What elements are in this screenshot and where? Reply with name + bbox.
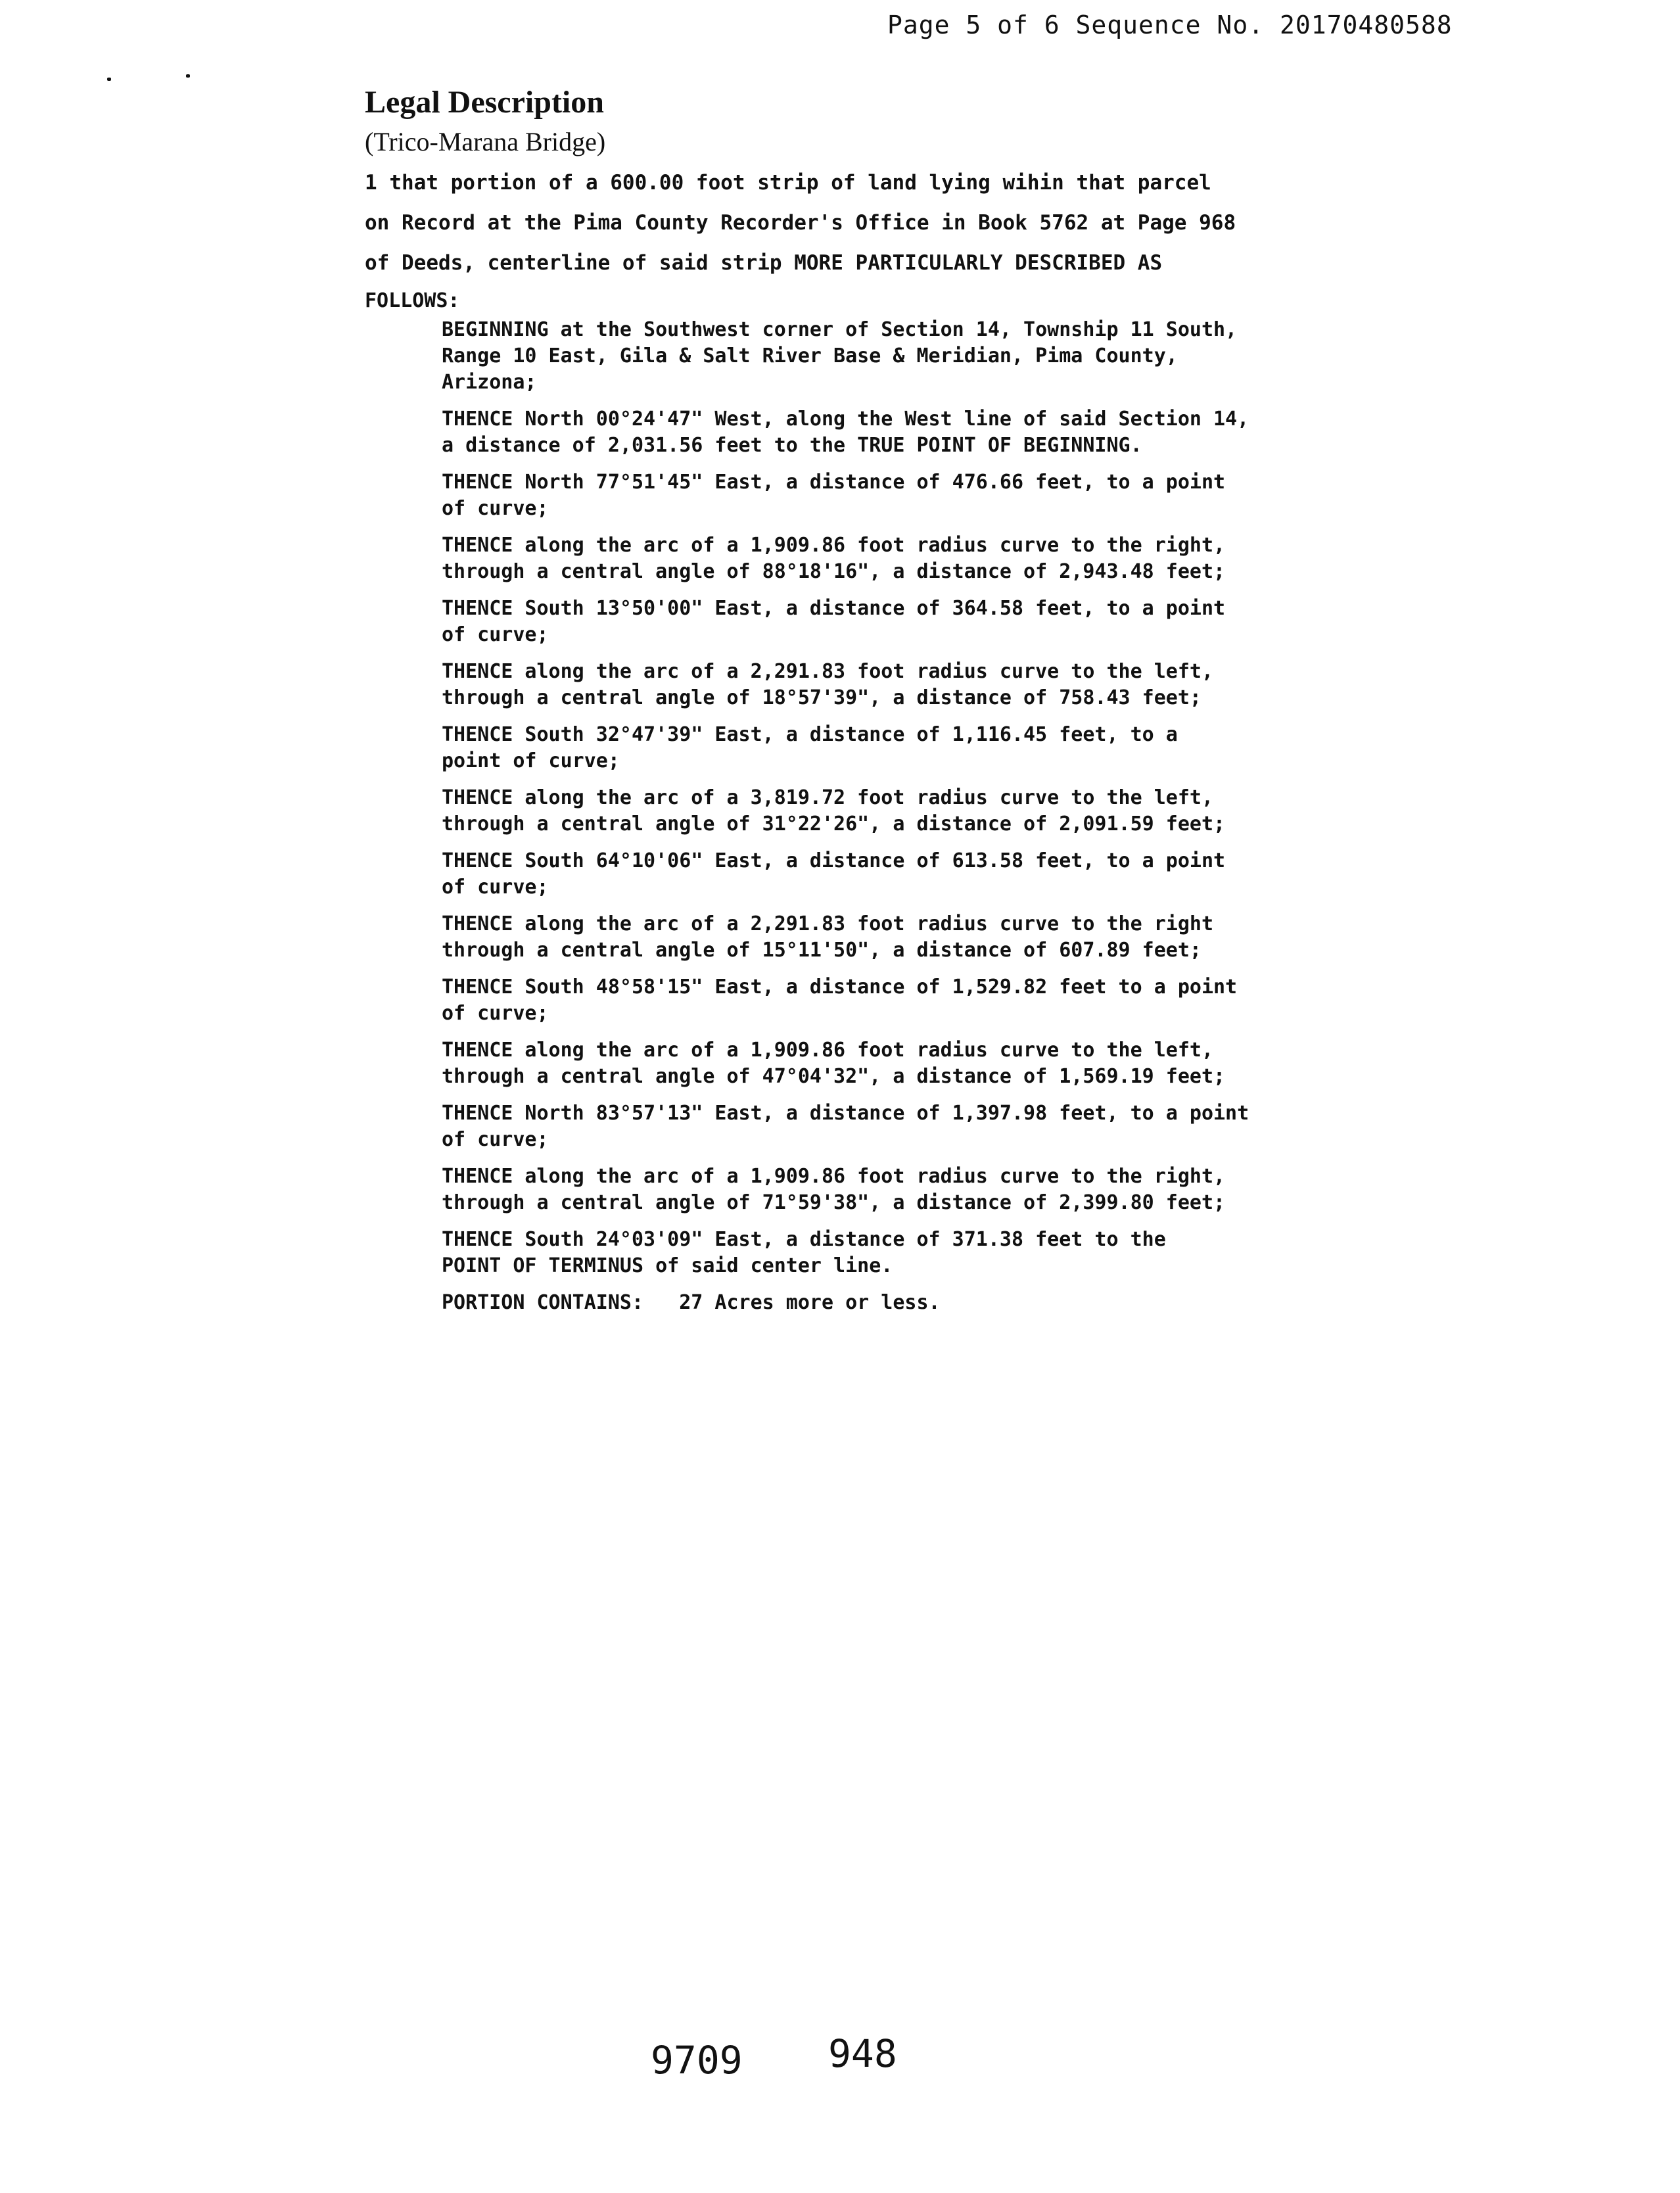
document-title: Legal Description [365,85,604,120]
course-entry: THENCE South 64°10'06" East, a distance of 613.58 feet, to a point of curve; [442,849,1226,899]
portion-contains [442,1290,1316,1316]
intro-paragraph: 1 that portion of a 600.00 foot strip of land lying wihin that parcel on Record at the Pima County Recorder's Office in Book 5762 at Page 968 of Deeds, centerline of said strip MORE PARTICULARLY DESCRIBED AS [365,171,1236,275]
course-entry: THENCE South 13°50'00" East, a distance of 364.58 feet, to a point of curve; [442,597,1226,646]
course-entry: THENCE North 77°51'45" East, a distance of 476.66 feet, to a point of curve; [442,471,1226,520]
course-entry: THENCE along the arc of a 1,909.86 foot radius curve to the left, through a central angle of 47°04'32", a distance of 1,569.19 feet; [442,1039,1226,1088]
course-entry: THENCE South 48°58'15" East, a distance of 1,529.82 feet to a point of curve; [442,976,1238,1025]
course-entry: THENCE along the arc of a 2,291.83 foot radius curve to the left, through a central angle of 18°57'39", a distance of 758.43 feet; [442,660,1213,709]
recording-page-number: 948 [828,2031,897,2076]
follows-label: FOLLOWS: [365,289,460,312]
page-sequence-header: Page 5 of 6 Sequence No. 20170480588 [887,11,1453,39]
scan-speck [186,74,190,78]
course-entry: THENCE along the arc of a 3,819.72 foot radius curve to the left, through a central angle of 31°22'26", a distance of 2,091.59 feet; [442,786,1226,836]
course-entry: THENCE along the arc of a 1,909.86 foot radius curve to the right, through a central angle of 88°18'16", a distance of 2,943.48 feet; [442,534,1226,583]
course-entry: THENCE North 00°24'47" West, along the West line of said Section 14, a distance of 2,031.56 feet to the TRUE POINT OF BEGINNING. [442,408,1249,457]
course-list [442,317,1316,1316]
course-entry: THENCE South 32°47'39" East, a distance of 1,116.45 feet, to a point of curve; [442,723,1178,772]
recording-book-number: 9709 [651,2038,743,2083]
portion-contains-value: 27 Acres more or less. [679,1291,941,1314]
portion-contains-label: PORTION CONTAINS: [442,1291,644,1314]
document-subtitle: (Trico-Marana Bridge) [365,127,606,156]
scan-speck [107,78,111,81]
course-entry: THENCE along the arc of a 1,909.86 foot radius curve to the right, through a central angle of 71°59'38", a distance of 2,399.80 feet; [442,1165,1226,1214]
course-entry: BEGINNING at the Southwest corner of Section 14, Township 11 South, Range 10 East, Gila & Salt River Base & Meridian, Pima County, Arizona; [442,318,1238,394]
course-entry: THENCE along the arc of a 2,291.83 foot radius curve to the right through a central angle of 15°11'50", a distance of 607.89 feet; [442,912,1213,962]
course-entry: THENCE South 24°03'09" East, a distance of 371.38 feet to the POINT OF TERMINUS of said center line. [442,1228,1166,1277]
course-entry: THENCE North 83°57'13" East, a distance of 1,397.98 feet, to a point of curve; [442,1102,1249,1151]
